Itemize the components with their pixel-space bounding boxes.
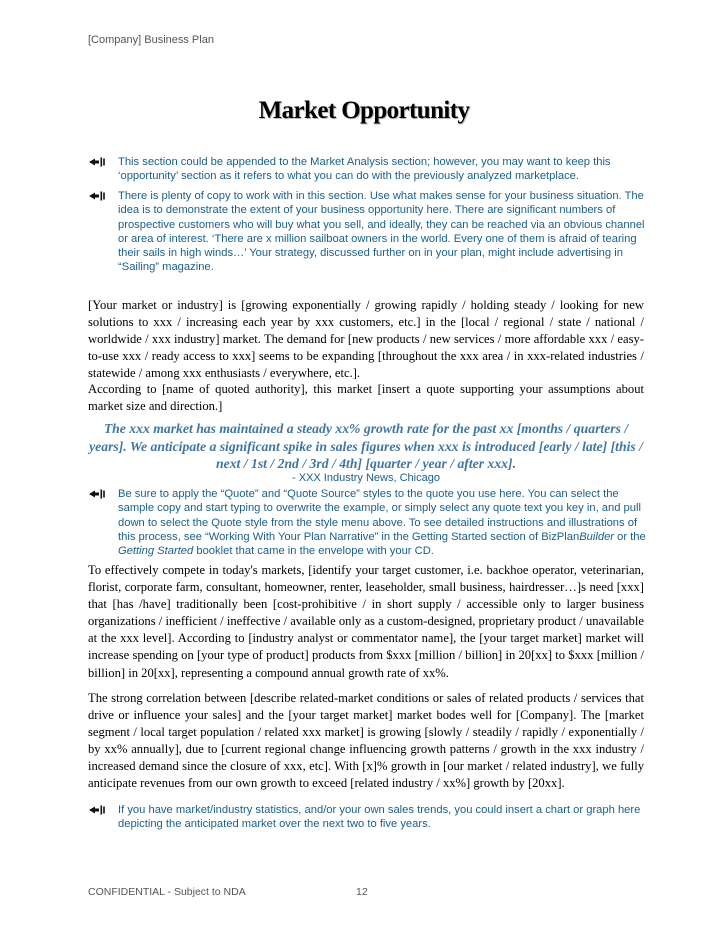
- page-number: 12: [356, 886, 368, 898]
- tip-3-text: Be sure to apply the “Quote” and “Quote Source” styles to the quote you use here. You can select the sample copy and start typing to overwrite the example, or simply select any quote text you key in, and pull down to select the Quote style from the style menu above. To see detailed instructions and illustrations of this process, see “Working With Your Plan Narrative” in the Getting Started section of BizPlanBuilder or the Getting Started booklet that came in the envelope with your CD.: [118, 488, 646, 558]
- body-paragraph-1: [Your market or industry] is [growing exponentially / growing rapidly / holding steady / looking for new solutions to xxx / increasing each year by xxx customers, etc.] in the [local / regional / state / national / worldwide / xxx industry] market. The demand for [new products / new services / more affordable xxx / easy-to-use xxx / ready access to xxx] seems to be expanding [throughout the xxx area / in xxx-related industries / statewide / among xxx enthusiasts / everywhere, etc.].: [88, 298, 644, 381]
- footer-confidential: CONFIDENTIAL - Subject to NDA: [88, 886, 246, 898]
- pointing-hand-icon: [88, 804, 106, 816]
- quote-source: - XXX Industry News, Chicago: [292, 472, 440, 484]
- tip-4-text: If you have market/industry statistics, and/or your own sales trends, you could insert a chart or graph here depicting the anticipated market over the next two to five years.: [118, 804, 641, 831]
- pull-quote: The xxx market has maintained a steady xx% growth rate for the past xx [months / quarters / years]. We anticipate a significant spike in sales figures when xxx is introduced [early / late] [this / next / 1st / 2nd / 3rd / 4th] [quarter / year / after xxx].: [89, 421, 643, 471]
- tip-2-text: There is plenty of copy to work with in this section. Use what makes sense for your business situation. The idea is to demonstrate the extent of your business opportunity here. There are significant numbers of prospective customers who will buy what you sell, and ideally, they can be reached via an obvious channel or area of interest. ‘There are x million sailboat owners in the world. Every one of them is afraid of tearing their sails in high winds…’ Your strategy, discussed further on in your plan, might include advertising in “Sailing” magazine.: [118, 190, 645, 274]
- tip-4: [88, 803, 648, 832]
- tip-3: [88, 487, 648, 558]
- tip-1: [88, 155, 648, 184]
- body-paragraph-2: According to [name of quoted authority], this market [insert a quote supporting your assumptions about market size and direction.]: [88, 382, 644, 414]
- tip-2: [88, 189, 648, 275]
- body-paragraph-3: To effectively compete in today's markets, [identify your target customer, i.e. backhoe operator, veterinarian, florist, corporate farm, consultant, homeowner, renter, leaseholder, small business, hairdresser…]s need [xxx] that [has /have] traditionally been [cost-prohibitive / in short supply / accessible only to larger business organizations / inefficient / ineffective / available only as a custom-designed, proprietary product / unavailable at the xxx level]. According to [industry analyst or commentator name], the [your target market] market will increase spending on [your type of product] products from $xxx [million / billion] in 20[xx] to $xxx [million / billion] in 20[xx], representing a compound annual growth rate of xx%.: [88, 563, 644, 680]
- tip-1-text: This section could be appended to the Market Analysis section; however, you may want to keep this ‘opportunity’ section as it refers to what you can do with the previously analyzed marketplace.: [118, 156, 611, 183]
- pointing-hand-icon: [88, 190, 106, 202]
- body-paragraph-4: The strong correlation between [describe related-market conditions or sales of related products / services that drive or influence your sales] and the [your target market] market bodes well for [Company]. The [market segment / local target population / related xxx market] is growing [slowly / steadily / rapidly / exponentially / by xx% annually], due to [current regional change influencing growth patterns / growth in the xxx industry / increased demand since the closure of xxx, etc]. With [x]% growth in [our market / related industry], we fully anticipate revenues from our own growth to exceed [related industry / xx%] growth by [20xx].: [88, 691, 644, 791]
- pointing-hand-icon: [88, 488, 106, 500]
- page-title: Market Opportunity: [258, 97, 470, 124]
- pointing-hand-icon: [88, 156, 106, 168]
- page-header: [Company] Business Plan: [88, 34, 214, 46]
